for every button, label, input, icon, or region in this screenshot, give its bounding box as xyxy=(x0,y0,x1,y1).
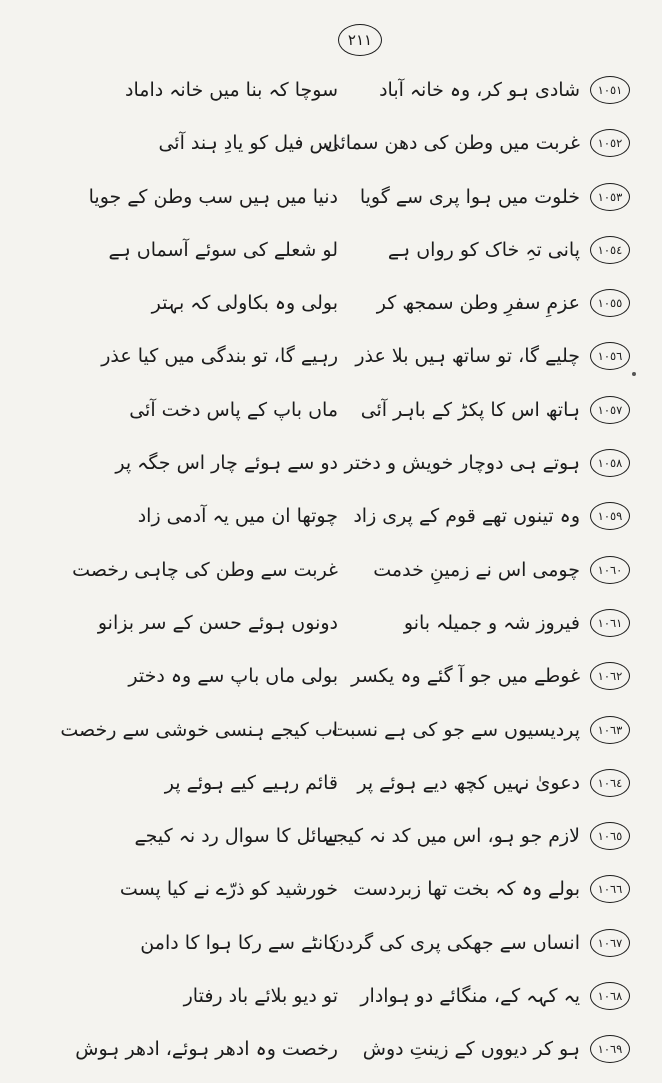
verse-row xyxy=(70,869,630,922)
verse-row xyxy=(70,390,630,443)
second-hemistich: دنیا میں ہیں سب وطن کے جویا xyxy=(88,185,338,208)
verse-number: ١٠٦٣ xyxy=(590,716,630,744)
verse-row xyxy=(70,283,630,336)
verse-number: ١٠٦٥ xyxy=(590,822,630,850)
verse-number: ١٠٥١ xyxy=(590,76,630,104)
first-hemistich: فیروز شہ و جمیلہ بانو xyxy=(403,611,580,634)
second-hemistich: سوچا کہ بنا میں خانہ داماد xyxy=(125,79,338,101)
first-hemistich: ہاتھ اس کا پکڑ کے باہر آئی xyxy=(360,398,580,421)
verse-number: ١٠٥٢ xyxy=(590,129,630,157)
second-hemistich: دو سے ہوئے چار اس جگہ پر xyxy=(115,452,338,475)
first-hemistich: عزمِ سفرِ وطن سمجھ کر xyxy=(376,292,580,315)
second-hemistich: سائل کا سوال رد نہ کیجے xyxy=(134,825,338,848)
second-hemistich: قائم رہیے کیے ہوئے پر xyxy=(164,771,338,794)
first-hemistich: چلیے گا، تو ساتھ ہیں بلا عذر xyxy=(355,345,580,368)
verse-row xyxy=(70,656,630,709)
verse-row xyxy=(70,550,630,603)
verse-row xyxy=(70,976,630,1029)
first-hemistich: پردیسیوں سے جو کی ہے نسبت xyxy=(331,718,580,741)
second-hemistich: کانٹے سے رکا ہوا کا دامن xyxy=(140,931,338,954)
verse-number: ١٠٥٣ xyxy=(590,183,630,211)
first-hemistich: یہ کہہ کے، منگائے دو ہوادار xyxy=(360,985,580,1008)
verse-row xyxy=(70,70,630,123)
second-hemistich: لو شعلے کی سوئے آسماں ہے xyxy=(108,238,338,261)
verse-row xyxy=(70,177,630,230)
first-hemistich: خلوت میں ہوا پری سے گویا xyxy=(359,185,580,208)
verse-row xyxy=(70,496,630,549)
verse-number: ١٠٥٩ xyxy=(590,502,630,530)
first-hemistich: دعویٰ نہیں کچھ دیے ہوئے پر xyxy=(357,771,580,794)
second-hemistich: دونوں ہوئے حسن کے سر بزانو xyxy=(97,611,338,634)
first-hemistich: شادی ہو کر، وہ خانہ آباد xyxy=(379,79,580,101)
verse-number: ١٠٦٦ xyxy=(590,875,630,903)
second-hemistich: غربت سے وطن کی چاہی رخصت xyxy=(72,558,338,581)
page-number: ٢١١ xyxy=(338,24,382,56)
verse-row xyxy=(70,923,630,976)
verse-row xyxy=(70,763,630,816)
verse-row xyxy=(70,336,630,389)
first-hemistich: بولے وہ کہ بخت تھا زبردست xyxy=(353,878,580,901)
first-hemistich: ہوتے ہی دوچار خویش و دختر xyxy=(344,452,580,475)
verse-number: ١٠٦٩ xyxy=(590,1035,630,1063)
verse-number: ١٠٥٤ xyxy=(590,236,630,264)
second-hemistich: رہیے گا، تو بندگی میں کیا عذر xyxy=(101,345,338,368)
verse-list xyxy=(60,70,630,1083)
second-hemistich: اب کیجے ہنسی خوشی سے رخصت xyxy=(60,718,338,741)
first-hemistich: پانی تہِ خاک کو رواں ہے xyxy=(387,238,580,261)
first-hemistich: انساں سے جھکی پری کی گردن xyxy=(331,931,580,954)
verse-number: ١٠٥٧ xyxy=(590,396,630,424)
verse-number: ١٠٥٥ xyxy=(590,289,630,317)
first-hemistich: چومی اس نے زمینِ خدمت xyxy=(373,558,580,581)
verse-number: ١٠٦٤ xyxy=(590,769,630,797)
verse-number: ١٠٦٢ xyxy=(590,662,630,690)
first-hemistich: غربت میں وطن کی دھن سمائی xyxy=(324,132,580,155)
second-hemistich: اس فیل کو یادِ ہند آئی xyxy=(158,132,338,155)
second-hemistich: تو دیو بلائے باد رفتار xyxy=(183,985,338,1008)
verse-number: ١٠٦٨ xyxy=(590,982,630,1010)
second-hemistich: چوتھا ان میں یہ آدمی زاد xyxy=(137,505,338,528)
verse-number: ١٠٥٨ xyxy=(590,449,630,477)
second-hemistich: رخصت وہ ادھر ہوئے، ادھر ہوش xyxy=(75,1038,338,1061)
second-hemistich: بولی وہ بکاولی کہ بہتر xyxy=(151,292,338,315)
verse-row xyxy=(70,1029,630,1082)
verse-row xyxy=(60,710,630,763)
second-hemistich: بولی ماں باپ سے وہ دختر xyxy=(128,665,338,688)
verse-row xyxy=(70,230,630,283)
first-hemistich: وہ تینوں تھے قوم کے پری زاد xyxy=(353,505,580,528)
second-hemistich: خورشید کو ذرّے نے کیا پست xyxy=(119,878,338,901)
verse-number: ١٠٥٦ xyxy=(590,342,630,370)
verse-number: ١٠٦٧ xyxy=(590,929,630,957)
verse-number: ١٠٦٠ xyxy=(590,556,630,584)
verse-row xyxy=(70,123,630,176)
first-hemistich: غوطے میں جو آ گئے وہ یکسر xyxy=(351,665,580,688)
verse-row xyxy=(70,816,630,869)
verse-row xyxy=(70,603,630,656)
first-hemistich: ہو کر دیووں کے زینتِ دوش xyxy=(362,1038,580,1061)
verse-number: ١٠٦١ xyxy=(590,609,630,637)
second-hemistich: ماں باپ کے پاس دخت آئی xyxy=(129,398,338,421)
verse-row xyxy=(70,443,630,496)
first-hemistich: لازم جو ہو، اس میں کد نہ کیجے xyxy=(324,825,580,848)
margin-mark xyxy=(632,372,636,376)
